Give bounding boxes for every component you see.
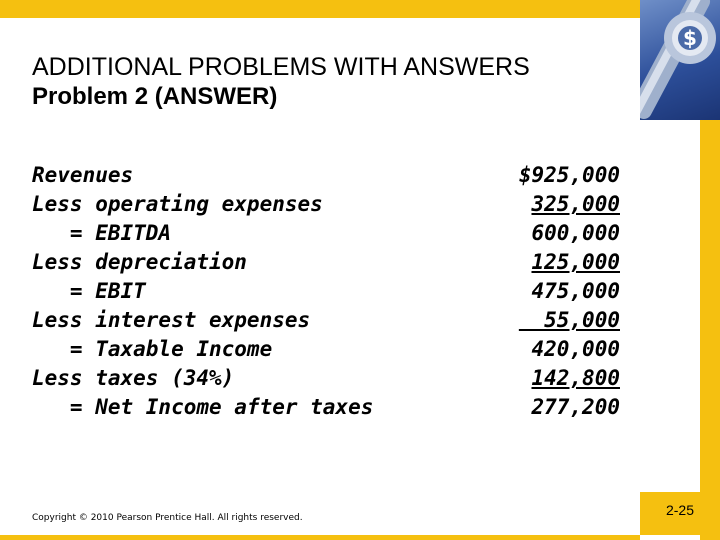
statement-value-text: 277,200 bbox=[531, 395, 620, 419]
statement-row-label: Revenues bbox=[32, 163, 134, 187]
slide-number: 2-25 bbox=[665, 502, 695, 518]
statement-row-label: Less depreciation bbox=[32, 250, 247, 274]
slide-number-box bbox=[640, 492, 720, 535]
statement-row-value bbox=[470, 161, 620, 190]
statement-row-label: = EBITDA bbox=[32, 221, 172, 245]
statement-value-text: 125,000 bbox=[531, 250, 620, 274]
statement-value-text: 600,000 bbox=[531, 221, 620, 245]
statement-row-value bbox=[470, 335, 620, 364]
slide-heading bbox=[32, 52, 530, 112]
statement-row-label: Less interest expenses bbox=[32, 308, 311, 332]
statement-row-label: = EBIT bbox=[32, 279, 146, 303]
slide-subtitle: Problem 2 (ANSWER) bbox=[32, 83, 278, 110]
statement-row-label: = Net Income after taxes bbox=[32, 395, 374, 419]
svg-text:$: $ bbox=[683, 26, 697, 50]
statement-row-value bbox=[470, 190, 620, 219]
statement-row-value bbox=[470, 306, 620, 335]
bottom-accent-line bbox=[0, 535, 640, 540]
income-statement-labels bbox=[32, 161, 373, 422]
statement-value-text: 420,000 bbox=[531, 337, 620, 361]
statement-row-value bbox=[470, 393, 620, 422]
wrench-dollar-icon bbox=[640, 0, 720, 120]
statement-row-value bbox=[470, 248, 620, 277]
statement-value-text: 55,000 bbox=[518, 308, 620, 332]
statement-value-text: $925,000 bbox=[518, 163, 620, 187]
statement-row-value bbox=[470, 364, 620, 393]
top-accent-bar bbox=[0, 0, 640, 18]
slide-title: ADDITIONAL PROBLEMS WITH ANSWERS bbox=[32, 53, 530, 81]
statement-value-text: 142,800 bbox=[531, 366, 620, 390]
right-accent-bar bbox=[700, 120, 720, 540]
income-statement-values bbox=[470, 161, 620, 422]
statement-row-value bbox=[470, 277, 620, 306]
statement-row-value bbox=[470, 219, 620, 248]
statement-row-label: = Taxable Income bbox=[32, 337, 273, 361]
statement-row-label: Less operating expenses bbox=[32, 192, 323, 216]
statement-row-label: Less taxes (34%) bbox=[32, 366, 235, 390]
statement-value-text: 475,000 bbox=[531, 279, 620, 303]
statement-value-text: 325,000 bbox=[531, 192, 620, 216]
copyright-notice: Copyright © 2010 Pearson Prentice Hall. All rights reserved. bbox=[32, 513, 303, 523]
